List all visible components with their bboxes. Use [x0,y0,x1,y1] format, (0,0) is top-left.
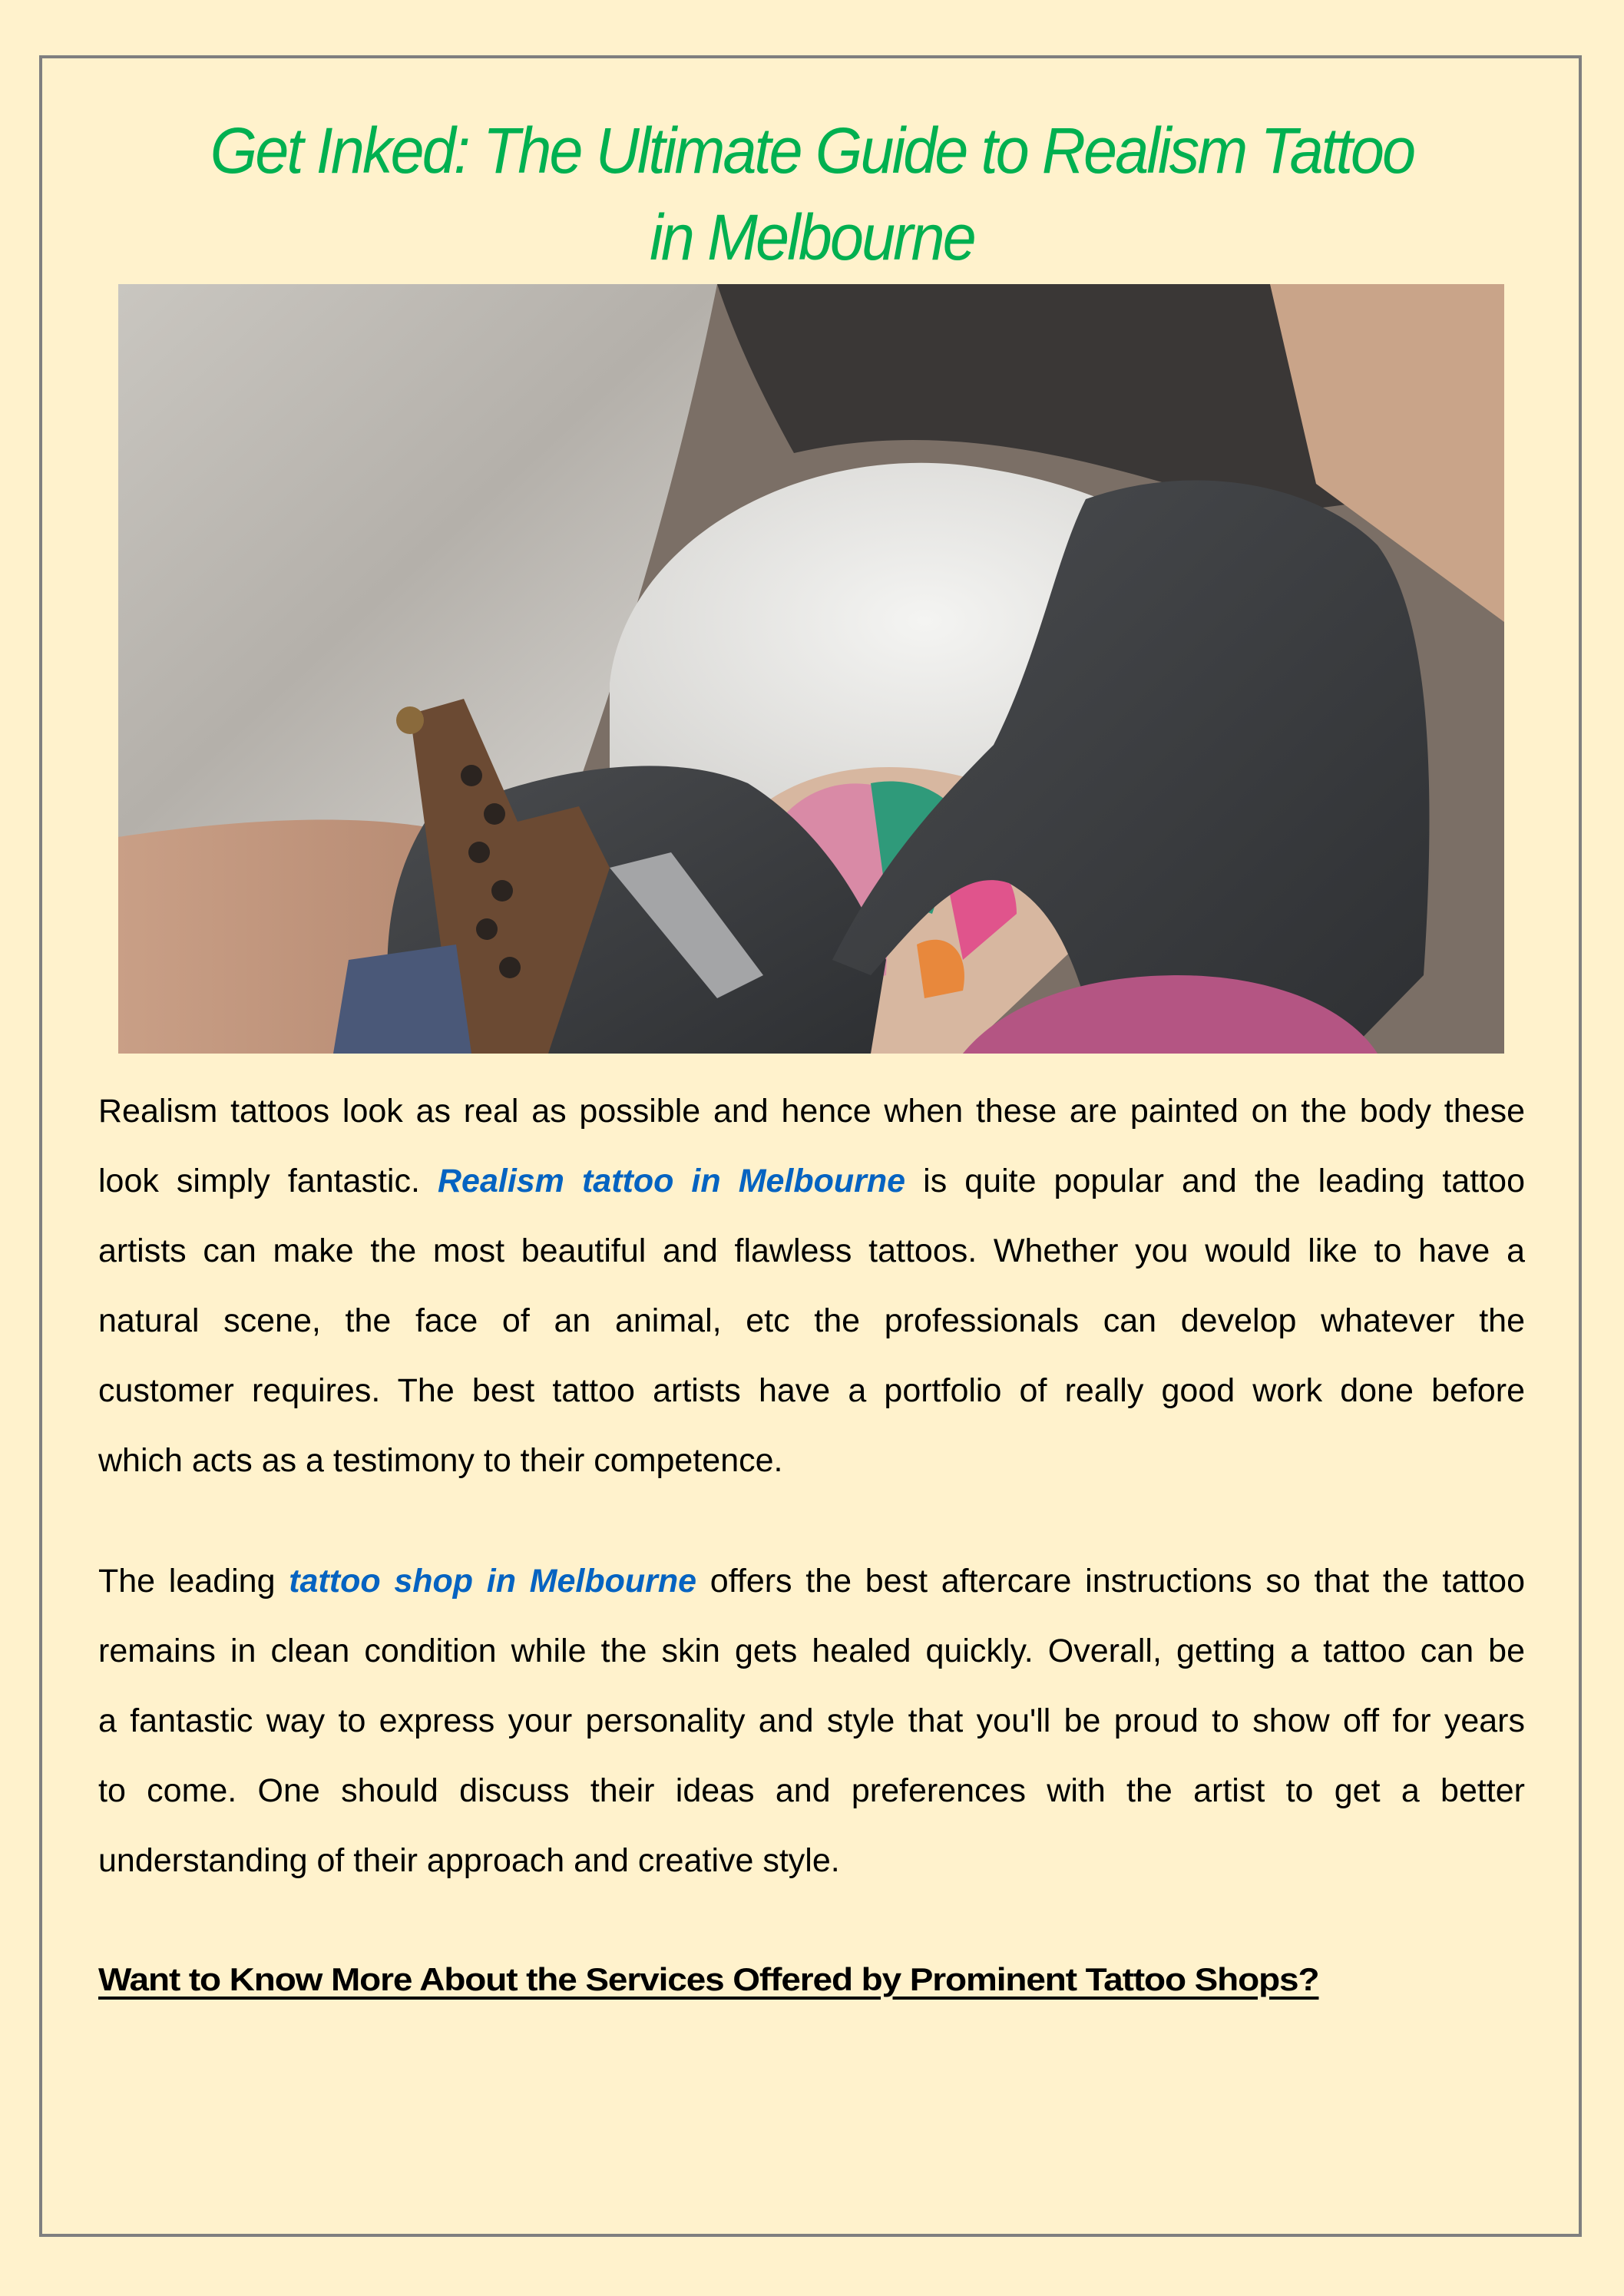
tattoo-shop-melbourne-link[interactable]: tattoo shop in Melbourne [289,1563,697,1600]
tattoo-photo-illustration [118,284,1504,1054]
title-line-1: Get Inked: The Ultimate Guide to Realism Tattoo [210,114,1414,187]
paragraph-1-line-3: artists can make the most beautiful and flawless tattoos. Whether you would like to have a [98,1232,1525,1269]
title-line-2: in Melbourne [650,201,974,273]
paragraph-2 [98,1547,1525,1896]
paragraph-1-line-6: which acts as a testimony to their competence. [98,1442,783,1479]
paragraph-2-line-2: remains in clean condition while the skin gets healed quickly. Overall, getting a tattoo can be [98,1633,1525,1669]
page-title [143,108,1482,281]
paragraph-1-line-4: natural scene, the face of an animal, etc the professionals can develop whatever the [98,1302,1525,1339]
paragraph-1 [98,1077,1525,1496]
services-cta-heading: Want to Know More About the Services Offered by Prominent Tattoo Shops? [98,1961,1319,1997]
paragraph-1-line-5: customer requires. The best tattoo artists have a portfolio of really good work done before [98,1372,1525,1409]
paragraph-1-line-1: Realism tattoos look as real as possible and hence when these are painted on the body these [98,1093,1525,1130]
paragraph-2-line-5: understanding of their approach and creative style. [98,1842,840,1879]
realism-tattoo-melbourne-link[interactable]: Realism tattoo in Melbourne [437,1163,906,1199]
paragraph-2-line-4: to come. One should discuss their ideas and preferences with the artist to get a better [98,1772,1525,1809]
hero-image [118,284,1504,1054]
paragraph-2-line-1: The leading tattoo shop in Melbourne offers the best aftercare instructions so that the tattoo [98,1563,1525,1600]
paragraph-2-line-3: a fantastic way to express your personality and style that you'll be proud to show off for years [98,1702,1525,1739]
paragraph-1-line-2: look simply fantastic. Realism tattoo in Melbourne is quite popular and the leading tattoo [98,1163,1526,1199]
